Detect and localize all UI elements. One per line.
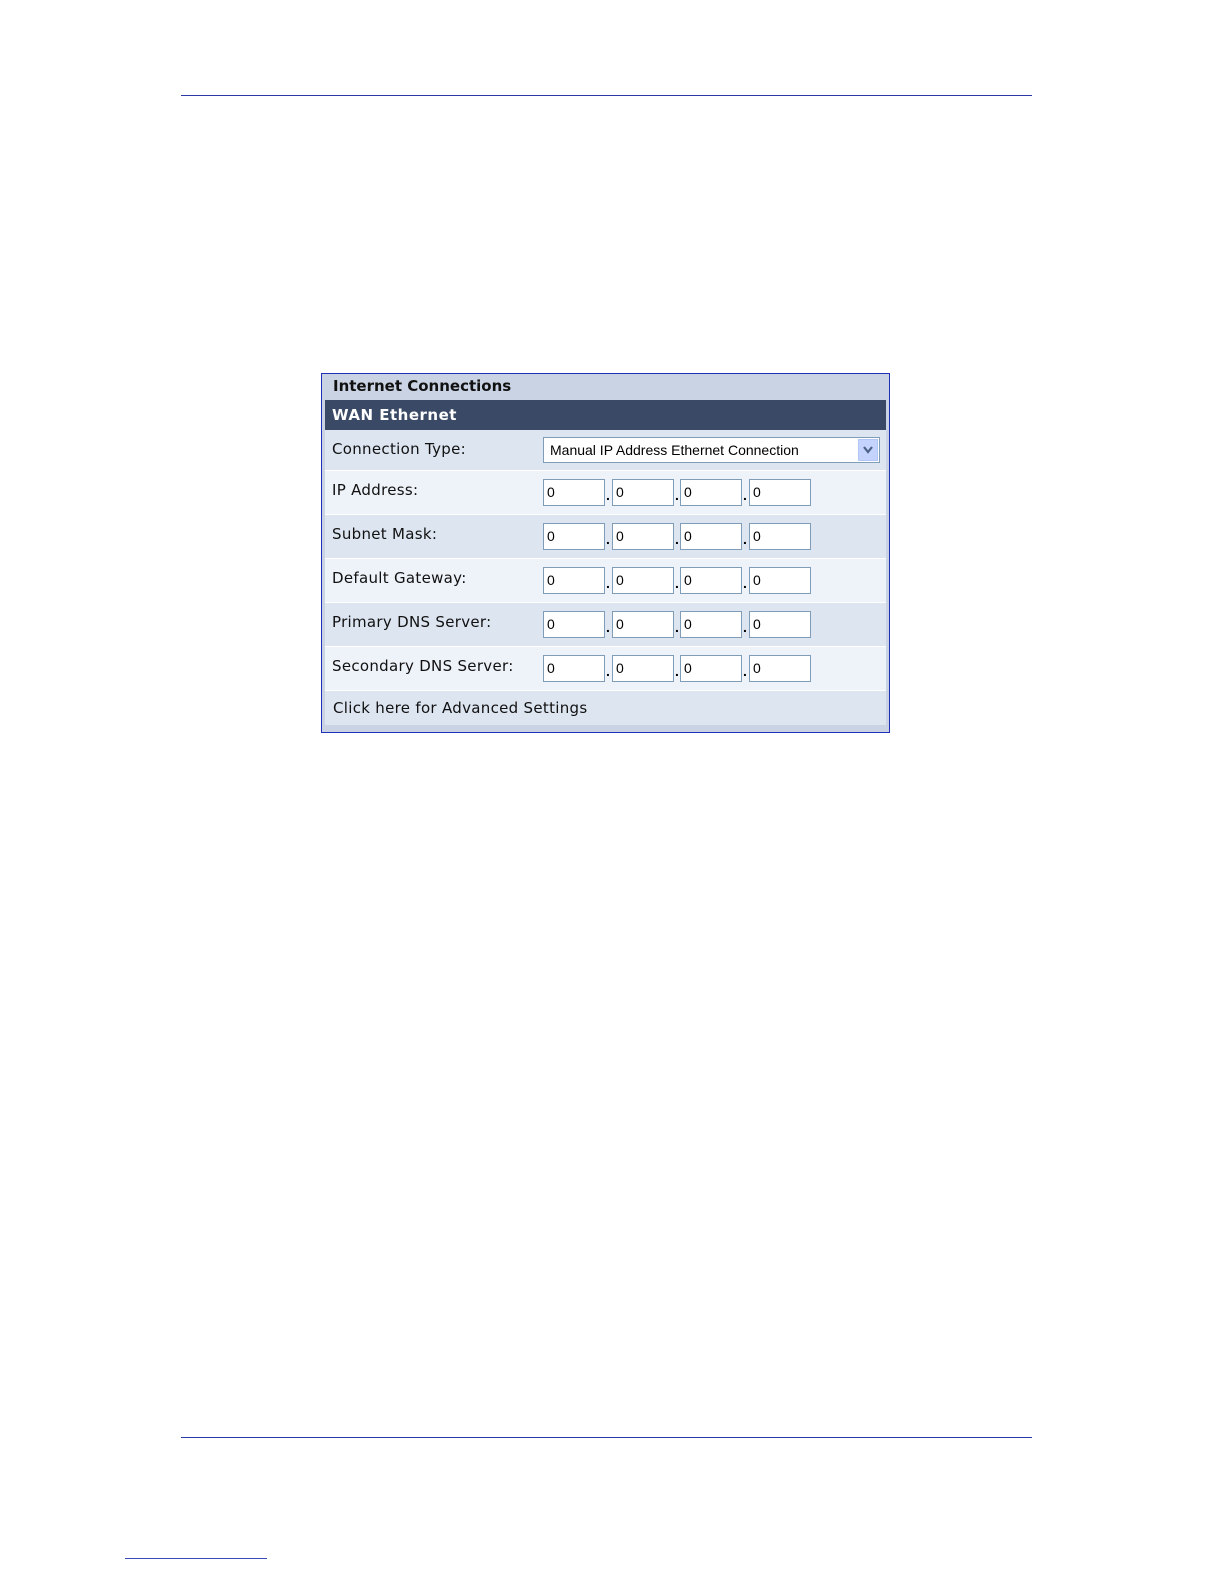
advanced-settings-link[interactable]: Click here for Advanced Settings	[325, 691, 886, 725]
ip-address-label: IP Address:	[332, 481, 419, 499]
octet-separator: .	[606, 619, 610, 635]
header-rule	[181, 95, 1032, 96]
octet-separator: .	[606, 487, 610, 503]
octet-separator: .	[743, 531, 747, 547]
octet-separator: .	[606, 531, 610, 547]
octet-separator: .	[675, 663, 679, 679]
secondary-dns-row	[325, 647, 886, 691]
default-gateway-row	[325, 559, 886, 603]
primary-dns-octet-4[interactable]: 0	[749, 611, 811, 638]
chevron-down-icon[interactable]	[858, 439, 878, 461]
primary-dns-octet-3[interactable]: 0	[680, 611, 742, 638]
ip-address-octet-4[interactable]: 0	[749, 479, 811, 506]
octet-separator: .	[675, 487, 679, 503]
secondary-dns-label: Secondary DNS Server:	[332, 657, 514, 675]
default-gateway-octet-3[interactable]: 0	[680, 567, 742, 594]
default-gateway-octet-2[interactable]: 0	[612, 567, 674, 594]
internet-connections-panel	[321, 373, 890, 733]
octet-separator: .	[675, 531, 679, 547]
footnote-rule	[125, 1558, 267, 1559]
panel-title: Internet Connections	[333, 377, 512, 395]
connection-type-value: Manual IP Address Ethernet Connection	[550, 442, 799, 458]
octet-separator: .	[743, 619, 747, 635]
octet-separator: .	[675, 619, 679, 635]
ip-address-octet-2[interactable]: 0	[612, 479, 674, 506]
subnet-mask-row	[325, 515, 886, 559]
connection-type-label: Connection Type:	[332, 440, 466, 458]
ip-address-row	[325, 471, 886, 515]
footer-rule	[181, 1437, 1032, 1438]
subnet-mask-octet-3[interactable]: 0	[680, 523, 742, 550]
section-header: WAN Ethernet	[325, 400, 886, 430]
subnet-mask-octet-2[interactable]: 0	[612, 523, 674, 550]
octet-separator: .	[743, 575, 747, 591]
connection-type-select[interactable]	[543, 437, 880, 463]
default-gateway-octet-4[interactable]: 0	[749, 567, 811, 594]
subnet-mask-label: Subnet Mask:	[332, 525, 438, 543]
connection-type-row	[325, 430, 886, 471]
octet-separator: .	[743, 663, 747, 679]
subnet-mask-octet-4[interactable]: 0	[749, 523, 811, 550]
secondary-dns-octet-2[interactable]: 0	[612, 655, 674, 682]
default-gateway-label: Default Gateway:	[332, 569, 467, 587]
primary-dns-label: Primary DNS Server:	[332, 613, 492, 631]
secondary-dns-octet-1[interactable]: 0	[543, 655, 605, 682]
primary-dns-octet-2[interactable]: 0	[612, 611, 674, 638]
primary-dns-octet-1[interactable]: 0	[543, 611, 605, 638]
secondary-dns-octet-3[interactable]: 0	[680, 655, 742, 682]
default-gateway-octet-1[interactable]: 0	[543, 567, 605, 594]
ip-address-octet-1[interactable]: 0	[543, 479, 605, 506]
primary-dns-row	[325, 603, 886, 647]
octet-separator: .	[675, 575, 679, 591]
secondary-dns-octet-4[interactable]: 0	[749, 655, 811, 682]
octet-separator: .	[743, 487, 747, 503]
ip-address-octet-3[interactable]: 0	[680, 479, 742, 506]
octet-separator: .	[606, 575, 610, 591]
octet-separator: .	[606, 663, 610, 679]
subnet-mask-octet-1[interactable]: 0	[543, 523, 605, 550]
